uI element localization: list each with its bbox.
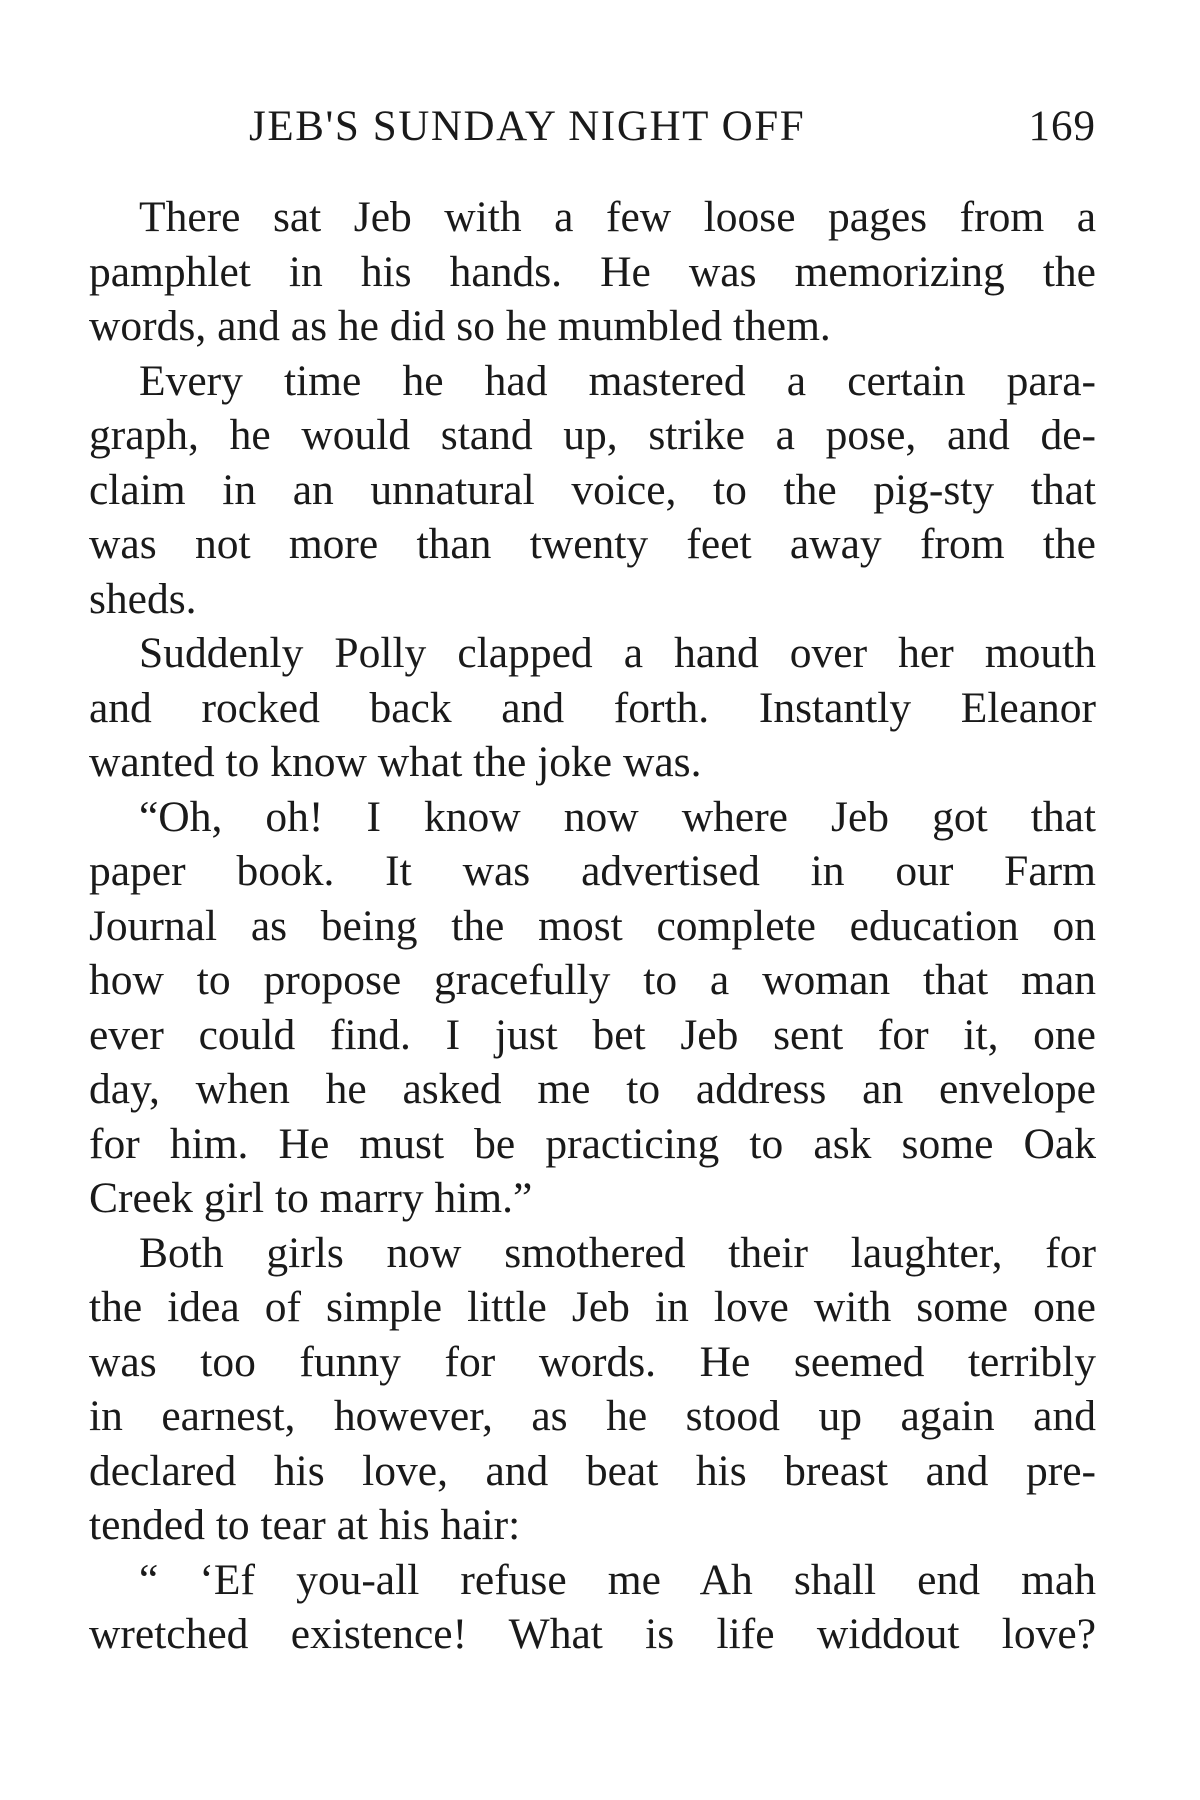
text-line: declared his love, and beat his breast and pre- xyxy=(89,1446,1096,1495)
text-line: wretched existence! What is life widdout love? xyxy=(89,1610,1096,1658)
paragraph xyxy=(89,190,1096,354)
text-line: “Oh, oh! I know now where Jeb got that xyxy=(139,792,1096,841)
page-header xyxy=(89,102,1096,162)
text-line: graph, he would stand up, strike a pose, and de- xyxy=(89,411,1096,459)
paragraph xyxy=(89,1226,1096,1553)
text-line: how to propose gracefully to a woman that man xyxy=(89,956,1096,1004)
text-line: “ ‘Ef you-all refuse me Ah shall end mah xyxy=(139,1555,1096,1604)
text-line: was not more than twenty feet away from the xyxy=(89,520,1096,568)
paragraph xyxy=(89,354,1096,627)
text-line: the idea of simple little Jeb in love with some one xyxy=(89,1283,1096,1331)
text-line: was too funny for words. He seemed terribly xyxy=(89,1337,1096,1386)
paragraph xyxy=(89,626,1096,790)
text-line: day, when he asked me to address an envelope xyxy=(89,1065,1096,1113)
text-line: Journal as being the most complete education on xyxy=(89,901,1096,950)
text-line: paper book. It was advertised in our Farm xyxy=(89,847,1096,895)
text-line: for him. He must be practicing to ask some Oak xyxy=(89,1119,1096,1168)
text-line: Suddenly Polly clapped a hand over her mouth xyxy=(139,629,1096,677)
text-line: sheds. xyxy=(89,574,197,623)
text-line: tended to tear at his hair: xyxy=(89,1501,521,1549)
text-line: Both girls now smothered their laughter, for xyxy=(139,1228,1096,1277)
body-text xyxy=(89,190,1096,1662)
text-line: Creek girl to marry him.” xyxy=(89,1174,533,1222)
running-title: JEB'S SUNDAY NIGHT OFF xyxy=(249,103,806,150)
text-line: ever could find. I just bet Jeb sent for it, one xyxy=(89,1010,1096,1059)
page-number: 169 xyxy=(1028,103,1096,150)
text-line: claim in an unnatural voice, to the pig-sty that xyxy=(89,465,1096,514)
text-line: wanted to know what the joke was. xyxy=(89,738,702,786)
paragraph xyxy=(89,1553,1096,1662)
text-line: pamphlet in his hands. He was memorizing the xyxy=(89,247,1096,296)
text-line: and rocked back and forth. Instantly Eleanor xyxy=(89,683,1096,732)
text-line: There sat Jeb with a few loose pages from a xyxy=(139,193,1096,241)
text-line: Every time he had mastered a certain para- xyxy=(139,356,1096,405)
text-line: in earnest, however, as he stood up again and xyxy=(89,1392,1096,1440)
text-line: words, and as he did so he mumbled them. xyxy=(89,302,831,350)
paragraph xyxy=(89,790,1096,1226)
